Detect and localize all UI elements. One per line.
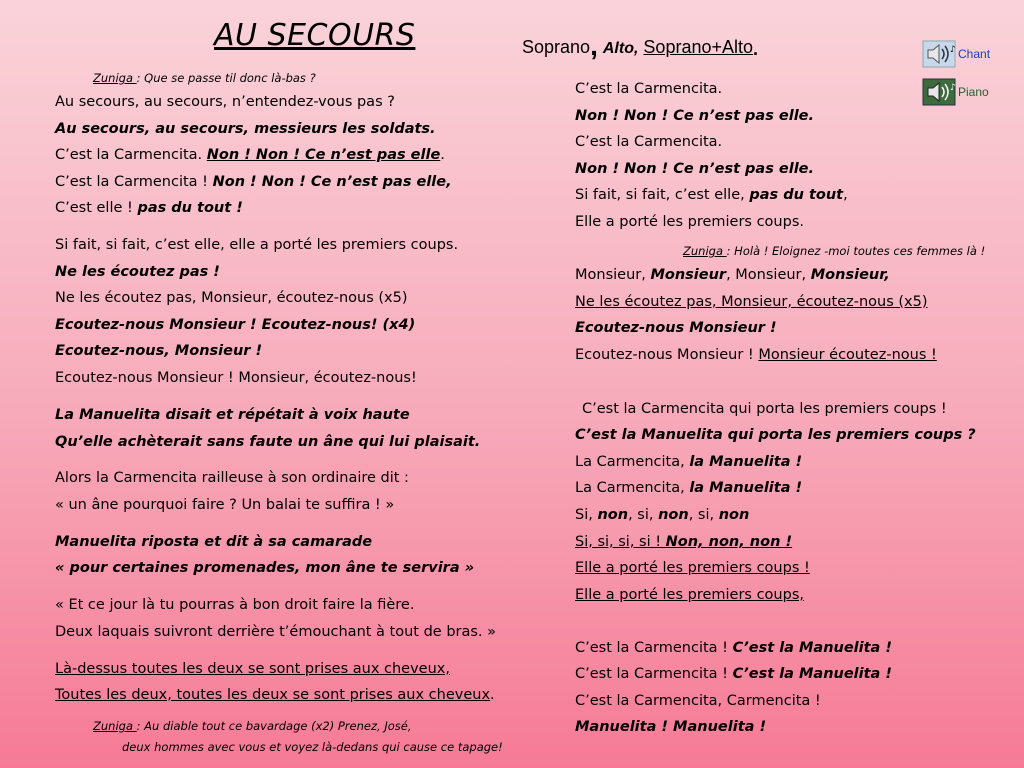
lyric-line: Si fait, si fait, c’est elle, pas du tout, — [575, 187, 848, 203]
stage-note: Zuniga : Holà ! Eloignez -moi toutes ces femmes là ! — [683, 244, 986, 258]
lyric-line: La Carmencita, la Manuelita ! — [575, 480, 803, 496]
page-title: AU SECOURS — [214, 18, 416, 53]
lyric-line: Ecoutez-nous Monsieur ! Ecoutez-nous! (x4) — [55, 317, 416, 333]
svg-text:♪: ♪ — [950, 45, 956, 55]
lyric-line: Là-dessus toutes les deux se sont prises aux cheveux, — [55, 661, 450, 677]
lyric-line: Ecoutez-nous, Monsieur ! — [55, 343, 263, 359]
lyric-line: C’est la Carmencita. — [575, 81, 723, 97]
lyric-line: « Et ce jour là tu pourras à bon droit faire la fière. — [55, 597, 415, 613]
lyric-line: Elle a porté les premiers coups ! — [575, 560, 810, 576]
voice-soprano: Soprano — [522, 37, 591, 57]
lyric-line: Si, si, si, si ! Non, non, non ! — [575, 534, 793, 550]
lyric-line: C’est la Manuelita qui porta les premiers coups ? — [575, 427, 976, 443]
lyric-line: C’est la Carmencita ! C’est la Manuelita ! — [575, 640, 893, 656]
lyric-line: Elle a porté les premiers coups, — [575, 587, 804, 603]
lyric-line: Ecoutez-nous Monsieur ! Monsieur écoutez-nous ! — [575, 347, 937, 363]
lyric-line: Manuelita riposta et dit à sa camarade — [55, 534, 373, 550]
voice-soprano-alto: Soprano+Alto — [643, 37, 754, 57]
voice-alto: Alto, — [602, 40, 639, 57]
stage-note: deux hommes avec vous et voyez là-dedans qui cause ce tapage! — [122, 740, 503, 754]
lyric-line: Au secours, au secours, messieurs les soldats. — [55, 121, 436, 137]
lyric-line: C’est la Carmencita. — [575, 134, 723, 150]
lyric-line: C’est la Carmencita qui porta les premiers coups ! — [582, 401, 947, 417]
lyric-line: Monsieur, Monsieur, Monsieur, Monsieur, — [575, 267, 890, 283]
lyric-line: C’est la Carmencita ! Non ! Non ! Ce n’est pas elle, — [55, 174, 452, 190]
lyric-line: « pour certaines promenades, mon âne te servira » — [55, 560, 475, 576]
chant-label: Chant — [958, 47, 991, 61]
speaker-icon — [922, 78, 956, 106]
piano-label: Piano — [958, 85, 989, 99]
lyric-line: Au secours, au secours, n’entendez-vous pas ? — [55, 94, 395, 110]
stage-note: Zuniga : Au diable tout ce bavardage (x2) Prenez, José, — [93, 719, 412, 733]
piano-audio-button[interactable] — [922, 78, 1022, 106]
lyric-line: Ecoutez-nous Monsieur ! Monsieur, écoutez-nous! — [55, 370, 417, 386]
lyric-line: Ne les écoutez pas, Monsieur, écoutez-nous (x5) — [55, 290, 408, 306]
lyric-line: C’est la Carmencita, Carmencita ! — [575, 693, 821, 709]
lyric-line: La Carmencita, la Manuelita ! — [575, 454, 803, 470]
lyric-line: C’est la Carmencita ! C’est la Manuelita ! — [575, 666, 893, 682]
voice-comma: , — [590, 30, 598, 61]
chant-audio-button[interactable] — [922, 40, 1022, 68]
lyric-line: Non ! Non ! Ce n’est pas elle. — [575, 161, 815, 177]
stage-note: Zuniga : Que se passe til donc là-bas ? — [93, 71, 316, 85]
lyric-line: C’est la Carmencita. Non ! Non ! Ce n’est pas elle. — [55, 147, 445, 163]
lyric-line: Si fait, si fait, c’est elle, elle a porté les premiers coups. — [55, 237, 459, 253]
lyric-line: Qu’elle achèterait sans faute un âne qui lui plaisait. — [55, 434, 481, 450]
lyric-line: Ne les écoutez pas ! — [55, 264, 220, 280]
lyric-line: C’est elle ! pas du tout ! — [55, 200, 243, 216]
voice-period: . — [753, 39, 759, 59]
speaker-icon — [922, 40, 956, 68]
lyric-line: Alors la Carmencita railleuse à son ordinaire dit : — [55, 470, 409, 486]
lyric-line: Manuelita ! Manuelita ! — [575, 719, 767, 735]
lyric-line: Deux laquais suivront derrière t’émouchant à tout de bras. » — [55, 624, 497, 640]
lyric-line: Ne les écoutez pas, Monsieur, écoutez-nous (x5) — [575, 294, 928, 310]
lyric-line: Ecoutez-nous Monsieur ! — [575, 320, 777, 336]
lyric-line: « un âne pourquoi faire ? Un balai te suffira ! » — [55, 497, 395, 513]
lyric-line: La Manuelita disait et répétait à voix haute — [55, 407, 410, 423]
svg-text:♪: ♪ — [950, 83, 956, 93]
lyric-line: Toutes les deux, toutes les deux se sont prises aux cheveux. — [55, 687, 495, 703]
lyric-line: Elle a porté les premiers coups. — [575, 214, 804, 230]
voice-legend — [522, 30, 758, 62]
lyric-line: Non ! Non ! Ce n’est pas elle. — [575, 108, 815, 124]
lyric-line: Si, non, si, non, si, non — [575, 507, 750, 523]
